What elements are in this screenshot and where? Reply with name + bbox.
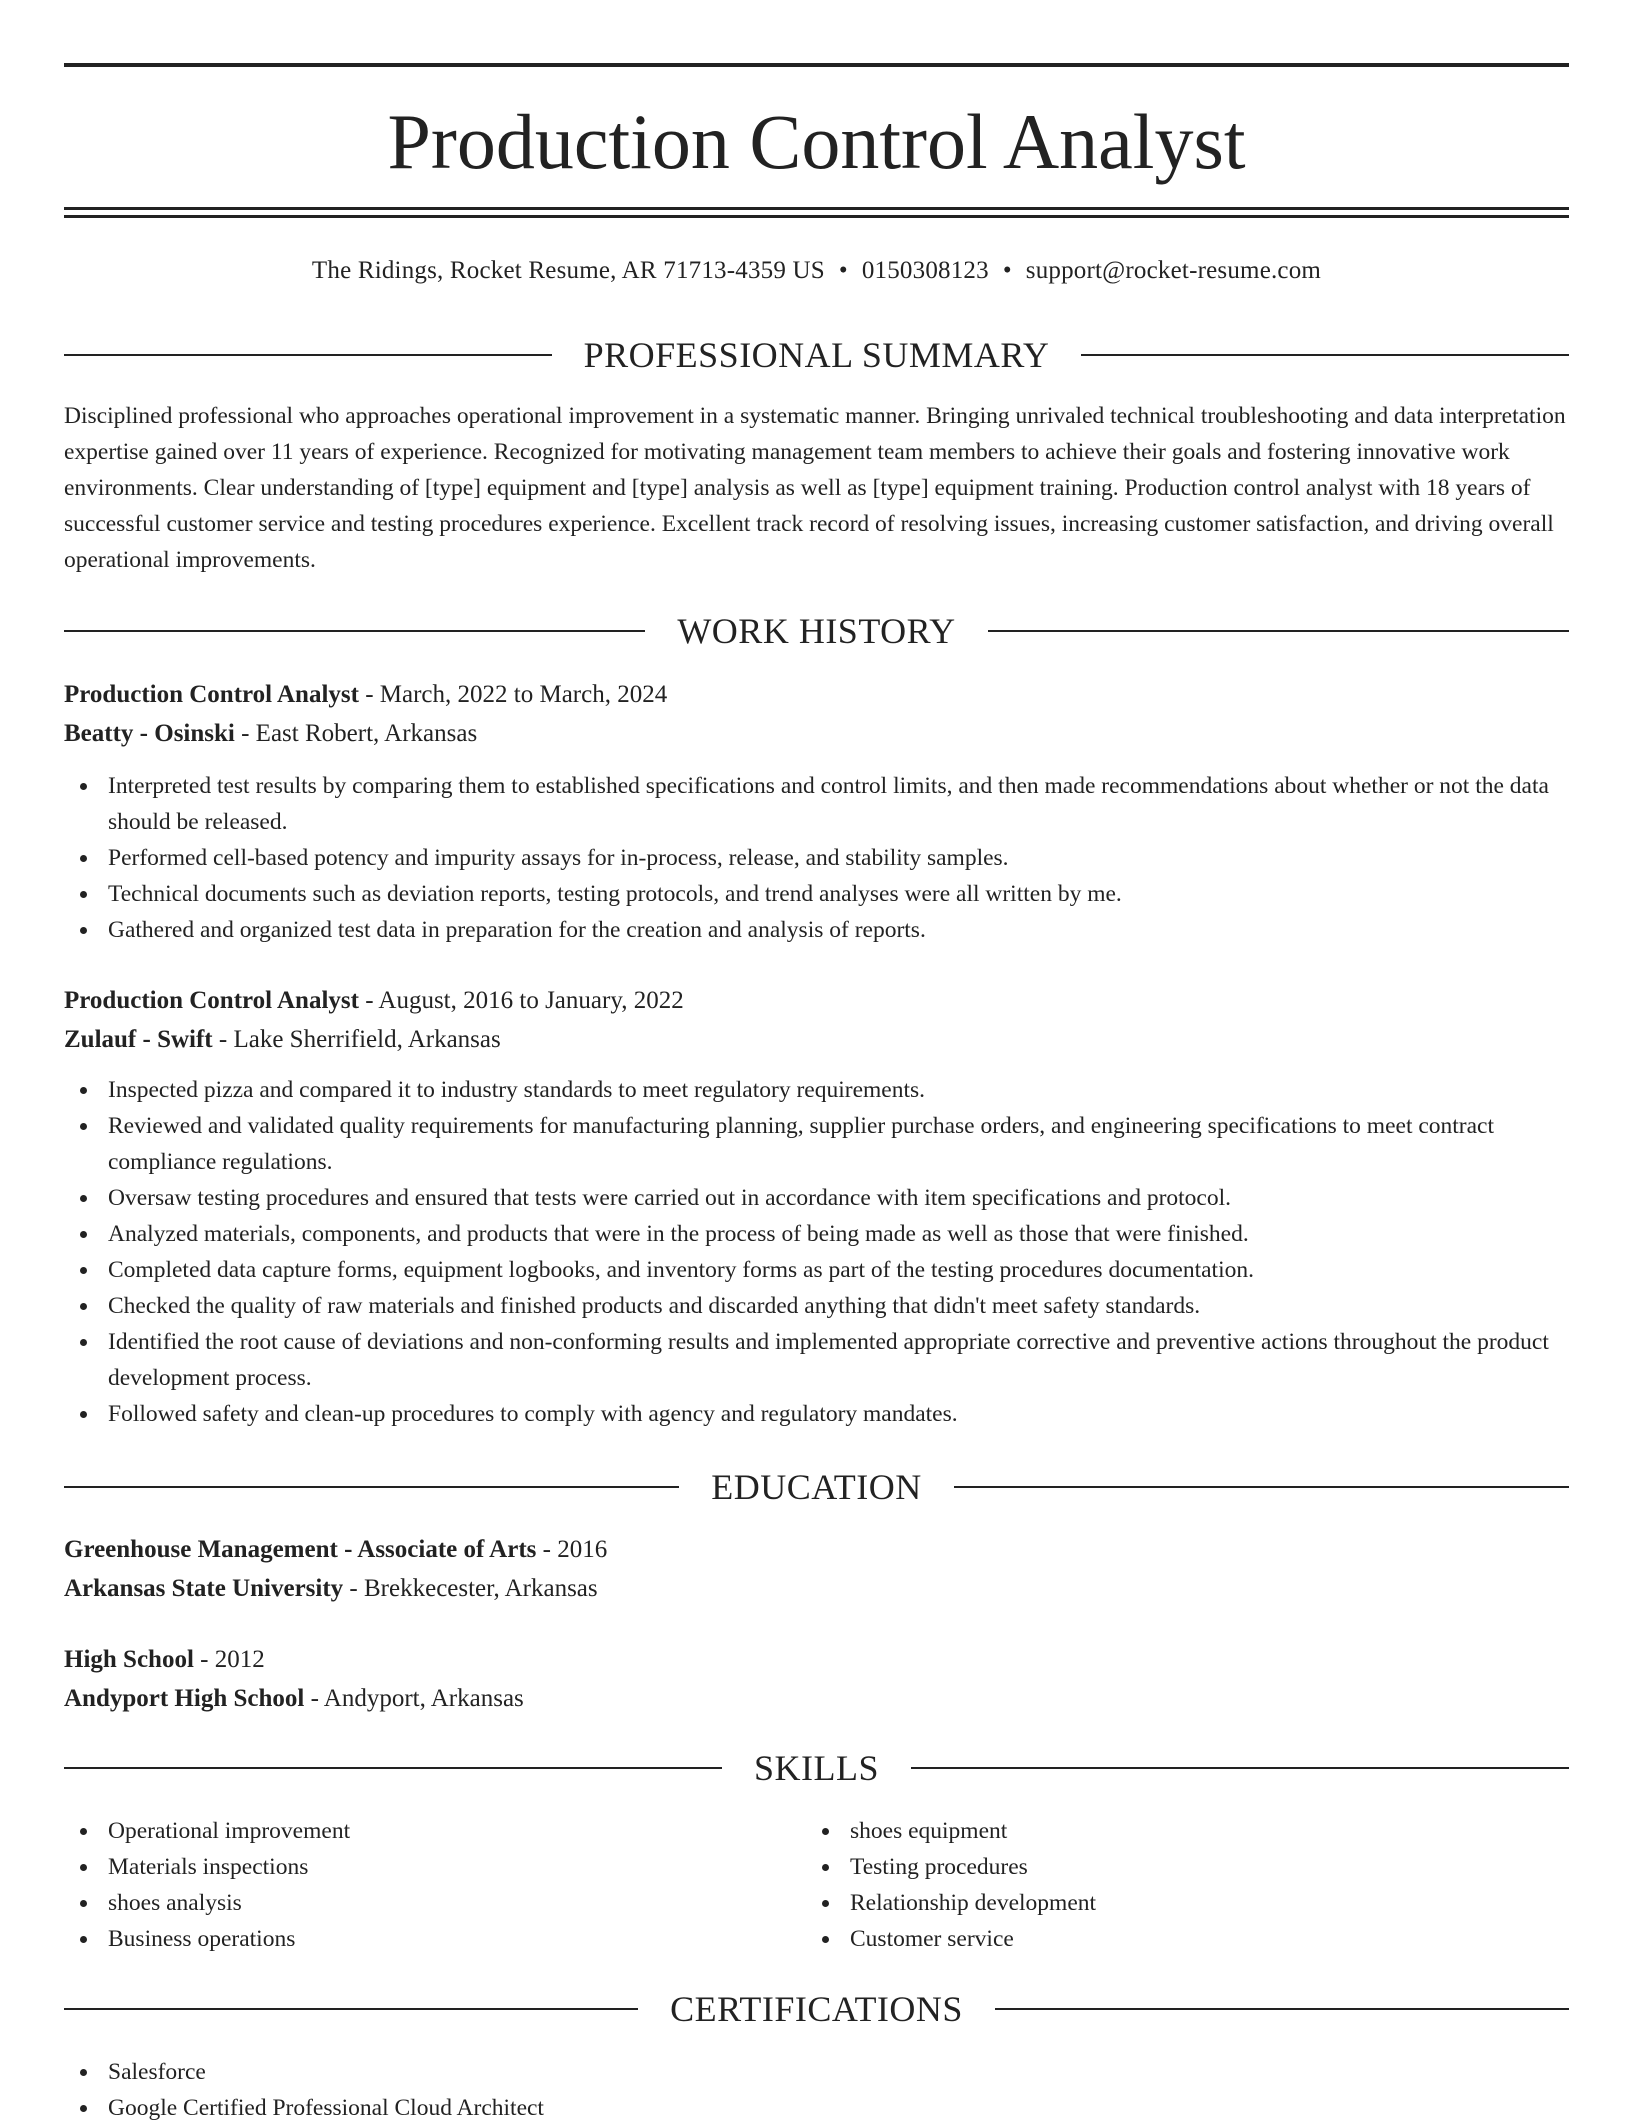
- job-company: Beatty - Osinski: [64, 720, 235, 747]
- education-school-line: [64, 1679, 1569, 1718]
- job-bullets: [64, 768, 1569, 948]
- list-item: Oversaw testing procedures and ensured that tests were carried out in accordance with item specifications and protocol.: [64, 1180, 1569, 1216]
- heading-rule-left: [64, 1486, 679, 1488]
- job-company-line: [64, 714, 1569, 753]
- section-heading-label: SKILLS: [754, 1748, 880, 1788]
- job-dates: - March, 2022 to March, 2024: [358, 681, 668, 708]
- section-heading-label: EDUCATION: [711, 1467, 922, 1507]
- skill-item: Testing procedures: [806, 1849, 1506, 1885]
- heading-rule-left: [64, 1767, 722, 1769]
- skill-item: shoes equipment: [806, 1813, 1506, 1849]
- section-heading-work-history: [64, 606, 1569, 656]
- list-item: Analyzed materials, components, and products that were in the process of being made as well as those that were finished.: [64, 1216, 1569, 1252]
- skill-item: Business operations: [64, 1921, 764, 1957]
- education-entry: [64, 1640, 1569, 1718]
- resume-title: Production Control Analyst: [387, 98, 1246, 185]
- education-school: Andyport High School: [64, 1685, 305, 1712]
- contact-separator: •: [1002, 257, 1012, 284]
- list-item: Performed cell-based potency and impurity assays for in-process, release, and stability samples.: [64, 840, 1569, 876]
- skills-list: [64, 1813, 764, 1957]
- job-company: Zulauf - Swift: [64, 1026, 213, 1053]
- list-item: Inspected pizza and compared it to industry standards to meet regulatory requirements.: [64, 1072, 1569, 1108]
- job-dates: - August, 2016 to January, 2022: [358, 987, 684, 1014]
- skills-column-right: [806, 1813, 1506, 1957]
- certification-item: Salesforce: [64, 2054, 1569, 2090]
- job-entry: [64, 981, 1569, 1432]
- section-heading-certifications: [64, 1984, 1569, 2034]
- education-degree-line: [64, 1530, 1569, 1569]
- list-item: Completed data capture forms, equipment logbooks, and inventory forms as part of the testing procedures documentation.: [64, 1252, 1569, 1288]
- education-degree: High School: [64, 1646, 194, 1673]
- heading-rule-right: [988, 630, 1569, 632]
- contact-phone: 0150308123: [861, 257, 989, 284]
- list-item: Gathered and organized test data in preparation for the creation and analysis of reports.: [64, 912, 1569, 948]
- summary-text: Disciplined professional who approaches operational improvement in a systematic manner. Bringing unrivaled technical troubleshooting and data interpretation expertise gained over 11 years of experience. Recognized for motivating management team members to achieve their goals and fostering innovative work environments. Clear understanding of [type] equipment and [type] analysis as well as [type] equipment training. Production control analyst with 18 years of successful customer service and testing procedures experience. Excellent track record of resolving issues, increasing customer satisfaction, and driving overall operational improvements.: [64, 403, 1566, 573]
- job-company-line: [64, 1020, 1569, 1059]
- list-item: Checked the quality of raw materials and finished products and discarded anything that didn't meet safety standards.: [64, 1288, 1569, 1324]
- skills-column-left: [64, 1813, 764, 1957]
- heading-rule-right: [1081, 354, 1569, 356]
- education-entry: [64, 1530, 1569, 1608]
- contact-separator: •: [838, 257, 848, 284]
- section-heading-summary: [64, 330, 1569, 380]
- education-year: - 2012: [193, 1646, 265, 1673]
- list-item: Reviewed and validated quality requirements for manufacturing planning, supplier purchase orders, and engineering specifications to meet contract compliance regulations.: [64, 1108, 1569, 1180]
- skill-item: Customer service: [806, 1921, 1506, 1957]
- education-year: - 2016: [536, 1536, 608, 1563]
- job-bullets: [64, 1072, 1569, 1432]
- job-title-line: [64, 675, 1569, 714]
- job-entry: [64, 675, 1569, 948]
- job-title: Production Control Analyst: [64, 681, 359, 708]
- heading-rule-right: [911, 1767, 1569, 1769]
- heading-rule-left: [64, 2008, 638, 2010]
- certifications-list: [64, 2054, 1569, 2126]
- contact-email: support@rocket-resume.com: [1025, 257, 1322, 284]
- job-location: - Lake Sherrifield, Arkansas: [212, 1026, 501, 1053]
- education-degree: Greenhouse Management - Associate of Arts: [64, 1536, 537, 1563]
- heading-rule-right: [954, 1486, 1569, 1488]
- list-item: Identified the root cause of deviations and non-conforming results and implemented appropriate corrective and preventive actions throughout the product development process.: [64, 1324, 1569, 1396]
- section-heading-education: [64, 1462, 1569, 1512]
- section-heading-skills: [64, 1743, 1569, 1793]
- job-title: Production Control Analyst: [64, 987, 359, 1014]
- education-school-line: [64, 1569, 1569, 1608]
- section-heading-label: WORK HISTORY: [677, 611, 956, 651]
- section-heading-label: PROFESSIONAL SUMMARY: [583, 335, 1050, 375]
- heading-rule-left: [64, 630, 645, 632]
- skill-item: Materials inspections: [64, 1849, 764, 1885]
- heading-rule-left: [64, 354, 552, 356]
- section-heading-label: CERTIFICATIONS: [670, 1989, 963, 2029]
- skills-list: [806, 1813, 1506, 1957]
- certification-item: Google Certified Professional Cloud Architect: [64, 2090, 1569, 2126]
- education-location: - Brekkecester, Arkansas: [343, 1575, 598, 1602]
- education-degree-line: [64, 1640, 1569, 1679]
- education-school: Arkansas State University: [64, 1575, 344, 1602]
- skill-item: shoes analysis: [64, 1885, 764, 1921]
- header-rule-1: [64, 207, 1569, 210]
- header-rule-2: [64, 215, 1569, 218]
- list-item: Interpreted test results by comparing them to established specifications and control limits, and then made recommendations about whether or not the data should be released.: [64, 768, 1569, 840]
- job-location: - East Robert, Arkansas: [234, 720, 478, 747]
- list-item: Followed safety and clean-up procedures to comply with agency and regulatory mandates.: [64, 1396, 1569, 1432]
- contact-address: The Ridings, Rocket Resume, AR 71713-4359 US: [311, 257, 825, 284]
- education-location: - Andyport, Arkansas: [304, 1685, 524, 1712]
- heading-rule-right: [995, 2008, 1569, 2010]
- skill-item: Operational improvement: [64, 1813, 764, 1849]
- skill-item: Relationship development: [806, 1885, 1506, 1921]
- job-title-line: [64, 981, 1569, 1020]
- certifications-block: [64, 2054, 1569, 2126]
- contact-line: [64, 254, 1569, 288]
- header-top-rule: [64, 63, 1569, 67]
- list-item: Technical documents such as deviation reports, testing protocols, and trend analyses were all written by me.: [64, 876, 1569, 912]
